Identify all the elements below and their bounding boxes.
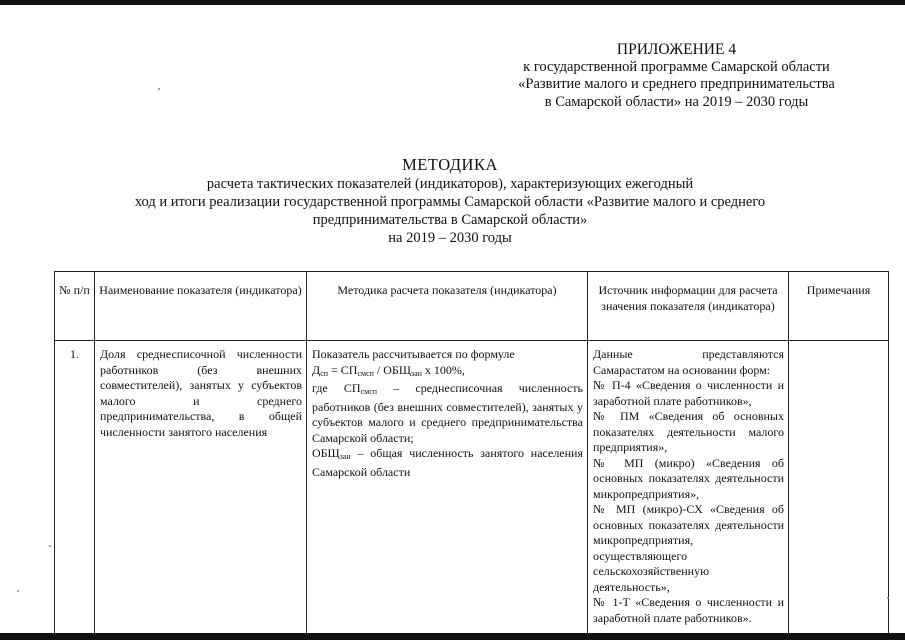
cell-notes	[789, 341, 889, 636]
source-item: № ПМ «Сведения об основных показателях деятельности малого предприятия»,	[593, 409, 784, 454]
annex-line: в Самарской области» на 2019 – 2030 годы	[544, 93, 809, 110]
scan-speck	[887, 597, 889, 599]
source-item: № МП (микро)-СХ «Сведения об основных показателях деятельности микропредприятия, осуществляющего сельскохозяйственную деятельность»,	[593, 502, 784, 594]
cell-method	[307, 341, 588, 636]
header-num: № п/п	[55, 272, 95, 341]
method-formula: $Д_{сп} = СП_{смсп} / ОБЩ_{зан}$ х 100%,	[312, 362, 465, 378]
document-title	[100, 156, 800, 247]
title-heading: МЕТОДИКА	[402, 155, 498, 174]
source-item: № 1-Т «Сведения о численности и заработной плате работников».	[593, 595, 784, 625]
header-method: Методика расчета показателя (индикатора)	[307, 272, 588, 341]
header-source: Источник информации для расчета значения показателя (индикатора)	[588, 272, 789, 341]
annex-header	[480, 41, 873, 111]
title-line: ход и итоги реализации государственной программы Самарской области «Развитие малого и среднего	[134, 194, 766, 210]
scan-bottom-border	[0, 633, 905, 640]
scan-speck	[17, 590, 19, 592]
annex-line: «Развитие малого и среднего предпринимательства	[518, 76, 835, 92]
title-line: предпринимательства в Самарской области»	[312, 212, 588, 228]
table-header-row	[55, 272, 889, 341]
method-definition: где $СП_{смсп}$ – среднесписочная численность работников (без внешних совместителей), занятых у субъектов малого и среднего предпринимательства Самарской области;	[312, 381, 583, 445]
cell-num: 1.	[55, 341, 95, 636]
method-definition: $ОБЩ_{зан}$ – общая численность занятого населения Самарской области	[312, 446, 583, 479]
header-notes: Примечания	[789, 272, 889, 341]
header-name: Наименование показателя (индикатора)	[95, 272, 307, 341]
annex-label: ПРИЛОЖЕНИЕ 4	[616, 41, 737, 58]
title-line: расчета тактических показателей (индикаторов), характеризующих ежегодный	[206, 176, 694, 192]
title-line: на 2019 – 2030 годы	[388, 230, 512, 246]
cell-source	[588, 341, 789, 636]
scan-speck	[49, 545, 51, 547]
cell-name: Доля среднесписочной численности работников (без внешних совместителей), занятых у субъектов малого и среднего предпринимательства, в общей численности занятого населения	[95, 341, 307, 636]
source-item: № П-4 «Сведения о численности и заработной плате работников»,	[593, 378, 784, 408]
table-row	[55, 341, 889, 636]
scan-top-border	[0, 0, 905, 5]
source-item: Данные представляются Самарастатом на основании форм:	[593, 347, 784, 377]
annex-line: к государственной программе Самарской области	[523, 58, 830, 75]
method-intro: Показатель рассчитывается по формуле	[312, 347, 515, 361]
source-item: № МП (микро) «Сведения об основных показателях деятельности микропредприятия»,	[593, 455, 784, 501]
scan-speck	[158, 88, 160, 90]
indicators-table	[54, 271, 889, 635]
